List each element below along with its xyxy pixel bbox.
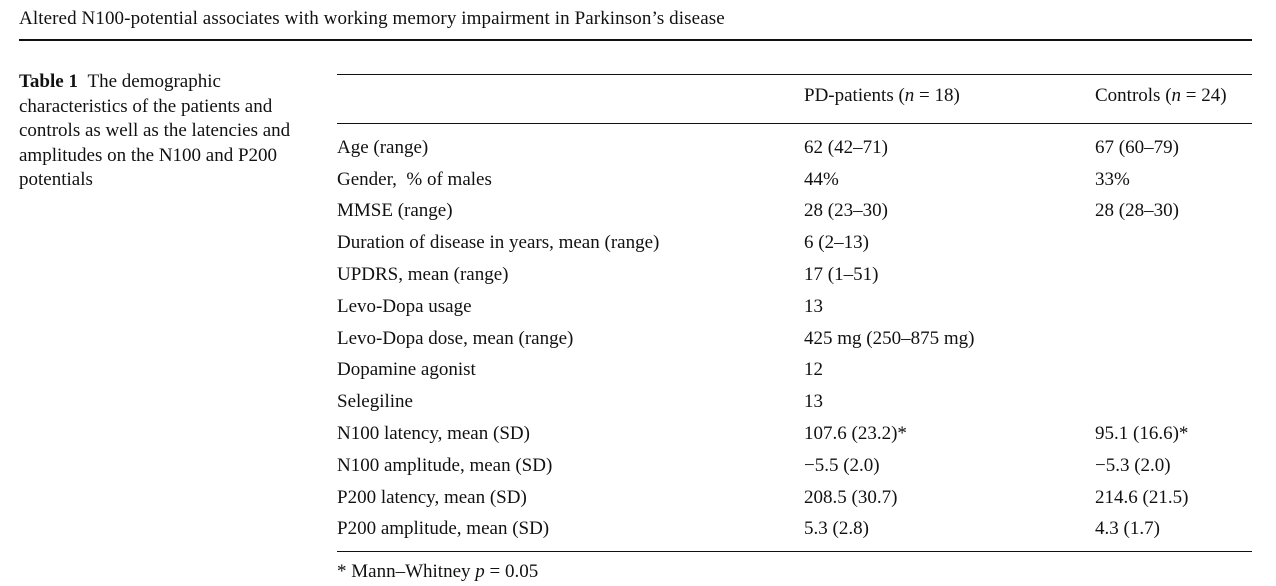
- row-pd-value: 13: [804, 295, 823, 317]
- row-controls-value: 67 (60–79): [1095, 136, 1179, 158]
- row-controls-value: 33%: [1095, 168, 1130, 190]
- row-controls-value: 95.1 (16.6)*: [1095, 423, 1189, 445]
- table-row: [337, 323, 1252, 355]
- row-label: N100 latency, mean (SD): [337, 423, 530, 445]
- table-row: [337, 259, 1252, 291]
- row-pd-value: 28 (23–30): [804, 200, 888, 222]
- header-pd-var: n: [904, 85, 915, 106]
- row-label: P200 latency, mean (SD): [337, 486, 527, 508]
- table-row: [337, 196, 1252, 228]
- header-ctrl-post: = 24): [1181, 85, 1227, 106]
- footnote-post: = 0.05: [484, 561, 539, 583]
- row-pd-value: 5.3 (2.8): [804, 518, 869, 540]
- header-rule: [19, 39, 1252, 41]
- row-label: MMSE (range): [337, 200, 453, 222]
- row-pd-value: −5.5 (2.0): [804, 454, 880, 476]
- row-controls-value: [1095, 227, 1252, 259]
- table-header-rule: [337, 123, 1252, 124]
- row-label: UPDRS, mean (range): [337, 264, 509, 286]
- table-row: [337, 227, 1252, 259]
- row-controls-value: [1095, 386, 1252, 418]
- header-pd-patients: [804, 75, 1095, 110]
- row-pd-value: 17 (1–51): [804, 264, 879, 286]
- table-row: [337, 418, 1252, 450]
- table-row: [337, 514, 1252, 546]
- table-row: [337, 291, 1252, 323]
- demographics-table: [337, 74, 1252, 586]
- row-pd-value: 6 (2–13): [804, 232, 869, 254]
- caption-label: Table 1: [19, 71, 78, 92]
- header-pd-post: = 18): [914, 85, 960, 106]
- table-row: [337, 164, 1252, 196]
- row-controls-value: −5.3 (2.0): [1095, 454, 1171, 476]
- row-controls-value: [1095, 355, 1252, 387]
- row-controls-value: [1095, 259, 1252, 291]
- row-label: Dopamine agonist: [337, 359, 476, 381]
- table-caption: [19, 70, 309, 193]
- row-label: Age (range): [337, 136, 429, 158]
- header-ctrl-pre: Controls (: [1095, 85, 1172, 106]
- table-body: [337, 132, 1252, 545]
- row-label: Selegiline: [337, 391, 413, 413]
- row-controls-value: 4.3 (1.7): [1095, 518, 1160, 540]
- footnote-var: p: [475, 561, 485, 583]
- header-ctrl-var: n: [1171, 85, 1182, 106]
- row-label: Gender, % of males: [337, 168, 492, 190]
- row-pd-value: 12: [804, 359, 823, 381]
- row-controls-value: 214.6 (21.5): [1095, 486, 1189, 508]
- row-pd-value: 62 (42–71): [804, 136, 888, 158]
- header-empty-cell: [337, 75, 804, 110]
- row-label: Levo-Dopa dose, mean (range): [337, 327, 574, 349]
- row-label: Levo-Dopa usage: [337, 295, 472, 317]
- row-label: P200 amplitude, mean (SD): [337, 518, 550, 540]
- header-pd-pre: PD-patients (: [804, 85, 905, 106]
- table-row: [337, 450, 1252, 482]
- table-row: [337, 386, 1252, 418]
- row-pd-value: 44%: [804, 168, 839, 190]
- row-controls-value: [1095, 291, 1252, 323]
- row-pd-value: 425 mg (250–875 mg): [804, 327, 975, 349]
- row-pd-value: 208.5 (30.7): [804, 486, 898, 508]
- row-controls-value: [1095, 323, 1252, 355]
- header-row: [337, 75, 1252, 110]
- row-pd-value: 107.6 (23.2)*: [804, 423, 907, 445]
- row-pd-value: 13: [804, 391, 823, 413]
- table-row: [337, 355, 1252, 387]
- table-footnote: [337, 558, 1252, 586]
- running-header: Altered N100-potential associates with working memory impairment in Parkinson’s disease: [19, 8, 725, 29]
- caption-text: The demographic characteristics of the patients and controls as well as the latencies and amplitudes on the N100 and P200 potentials: [19, 71, 291, 191]
- row-label: N100 amplitude, mean (SD): [337, 454, 553, 476]
- header-controls: [1095, 75, 1252, 110]
- table-row: [337, 132, 1252, 164]
- table-bottom-rule: [337, 551, 1252, 552]
- table-row: [337, 482, 1252, 514]
- table-header: [337, 75, 1252, 110]
- row-controls-value: 28 (28–30): [1095, 200, 1179, 222]
- row-label: Duration of disease in years, mean (range): [337, 232, 660, 254]
- footnote-pre: * Mann–Whitney: [337, 561, 476, 583]
